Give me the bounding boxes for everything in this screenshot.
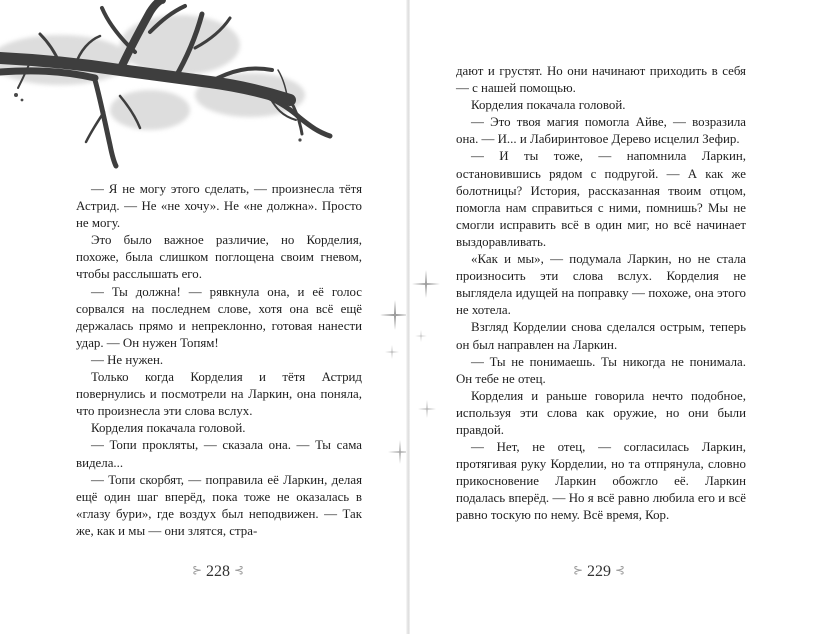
paragraph: — Ты не понимаешь. Ты никогда не понимала. Он тебе не отец.	[456, 354, 746, 386]
ornament-right-icon: ⊰	[615, 563, 626, 577]
sparkle-icon	[418, 400, 436, 418]
paragraph: «Как и мы», — подумала Ларкин, но не стала произносить эти слова вслух. Корделия не выглядела идущей на поправку — похоже, она этого не хотела.	[456, 252, 746, 318]
paragraph: — Это твоя магия помогла Айве, — возразила она. — И... и Лабиринтовое Дерево исцелил Зефир.	[456, 115, 746, 147]
paragraph: — Топи прокляты, — сказала она. — Ты сама видела...	[76, 438, 362, 470]
ornament-left-icon: ⊱	[191, 563, 202, 577]
paragraph: — Я не могу этого сделать, — произнесла тётя Астрид. — Не «не хочу». Не «не должна». Просто не могу.	[76, 182, 362, 231]
sparkle-icon	[380, 300, 408, 330]
paragraph: Корделия и раньше говорила нечто подобное, используя эти слова как оружие, но они были правдой.	[456, 388, 746, 437]
paragraph: Это было важное различие, но Корделия, похоже, была слишком поглощена своим гневом, чтобы расслышать его.	[76, 233, 362, 282]
paragraph: — Ты должна! — рявкнула она, и её голос сорвался на последнем слове, хотя она всё ещё держалась прямо и непреклонно, готовая нанести удар. — Он нужен Топям!	[76, 284, 362, 350]
paragraph: — Не нужен.	[91, 352, 164, 367]
tree-branch-illustration	[0, 0, 340, 170]
paragraph: — Топи скорбят, — поправила её Ларкин, делая ещё один шаг вперёд, пока тоже не оказалась в «глазу бури», где воздух был неподвижен. — Так же, как и мы — они злятся, стра-	[76, 472, 362, 538]
right-page-text	[456, 63, 746, 525]
sparkle-icon	[415, 330, 427, 342]
sparkle-icon	[388, 440, 408, 464]
page-number-value: 229	[587, 563, 611, 580]
paragraph: Корделия покачала головой.	[471, 98, 626, 113]
paragraph: Только когда Корделия и тётя Астрид повернулись и посмотрели на Ларкин, она поняла, что произнесла эти слова вслух.	[76, 370, 362, 419]
paragraph: Взгляд Корделии снова сделался острым, теперь он был направлен на Ларкин.	[456, 320, 746, 352]
sparkle-icon	[412, 270, 440, 298]
sparkle-icon	[385, 345, 399, 359]
paragraph: Корделия покачала головой.	[91, 421, 246, 436]
ornament-right-icon: ⊰	[234, 563, 245, 577]
page-number-right	[539, 563, 659, 581]
paragraph: дают и грустят. Но они начинают приходить в себя — с нашей помощью.	[456, 64, 746, 96]
page-number-left	[158, 563, 278, 581]
left-page-text	[76, 181, 362, 540]
page-number-value: 228	[206, 563, 230, 580]
left-page	[0, 0, 408, 634]
paragraph: — Нет, не отец, — согласилась Ларкин, протягивая руку Корделии, но та отпрянула, словно прикосновение Ларкин обожгло её. Ларкин подалась вперёд. — Но я всё равно любила его и всё равно тоскую по нему. Всё время, Кор.	[456, 440, 746, 523]
paragraph: — И ты тоже, — напомнила Ларкин, остановившись рядом с подругой. — А как же болотницы? История, рассказанная твоим отцом, помогла нам справиться с ними, помнишь? Мы не смогли исправить всё в один миг, но всё начинает выздоравливать.	[456, 149, 746, 249]
ornament-left-icon: ⊱	[572, 563, 583, 577]
